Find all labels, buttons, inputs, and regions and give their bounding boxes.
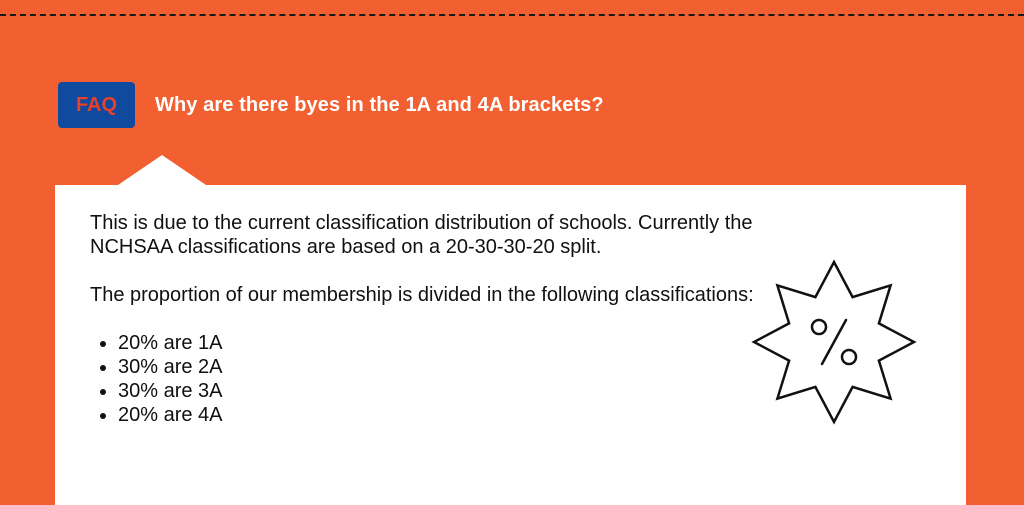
answer-paragraph-2: The proportion of our membership is divided in the following classifications:	[90, 284, 754, 306]
faq-question: Why are there byes in the 1A and 4A brackets?	[155, 93, 604, 116]
classification-list	[90, 331, 760, 427]
percent-badge-icon	[749, 257, 919, 427]
list-item: • 30% are 2A	[118, 355, 760, 379]
panel-pointer	[118, 155, 206, 185]
faq-header	[58, 82, 604, 128]
faq-badge: FAQ	[58, 82, 135, 128]
dashed-divider	[0, 14, 1024, 16]
list-item: • 20% are 1A	[118, 331, 760, 355]
answer-text	[90, 211, 760, 427]
answer-paragraph-1: This is due to the current classification distribution of schools. Currently the NCHSAA classifications are based on a 20-30-30-20 split.	[90, 212, 753, 258]
answer-panel	[55, 185, 966, 505]
list-item: • 20% are 4A	[118, 403, 760, 427]
list-item: • 30% are 3A	[118, 379, 760, 403]
